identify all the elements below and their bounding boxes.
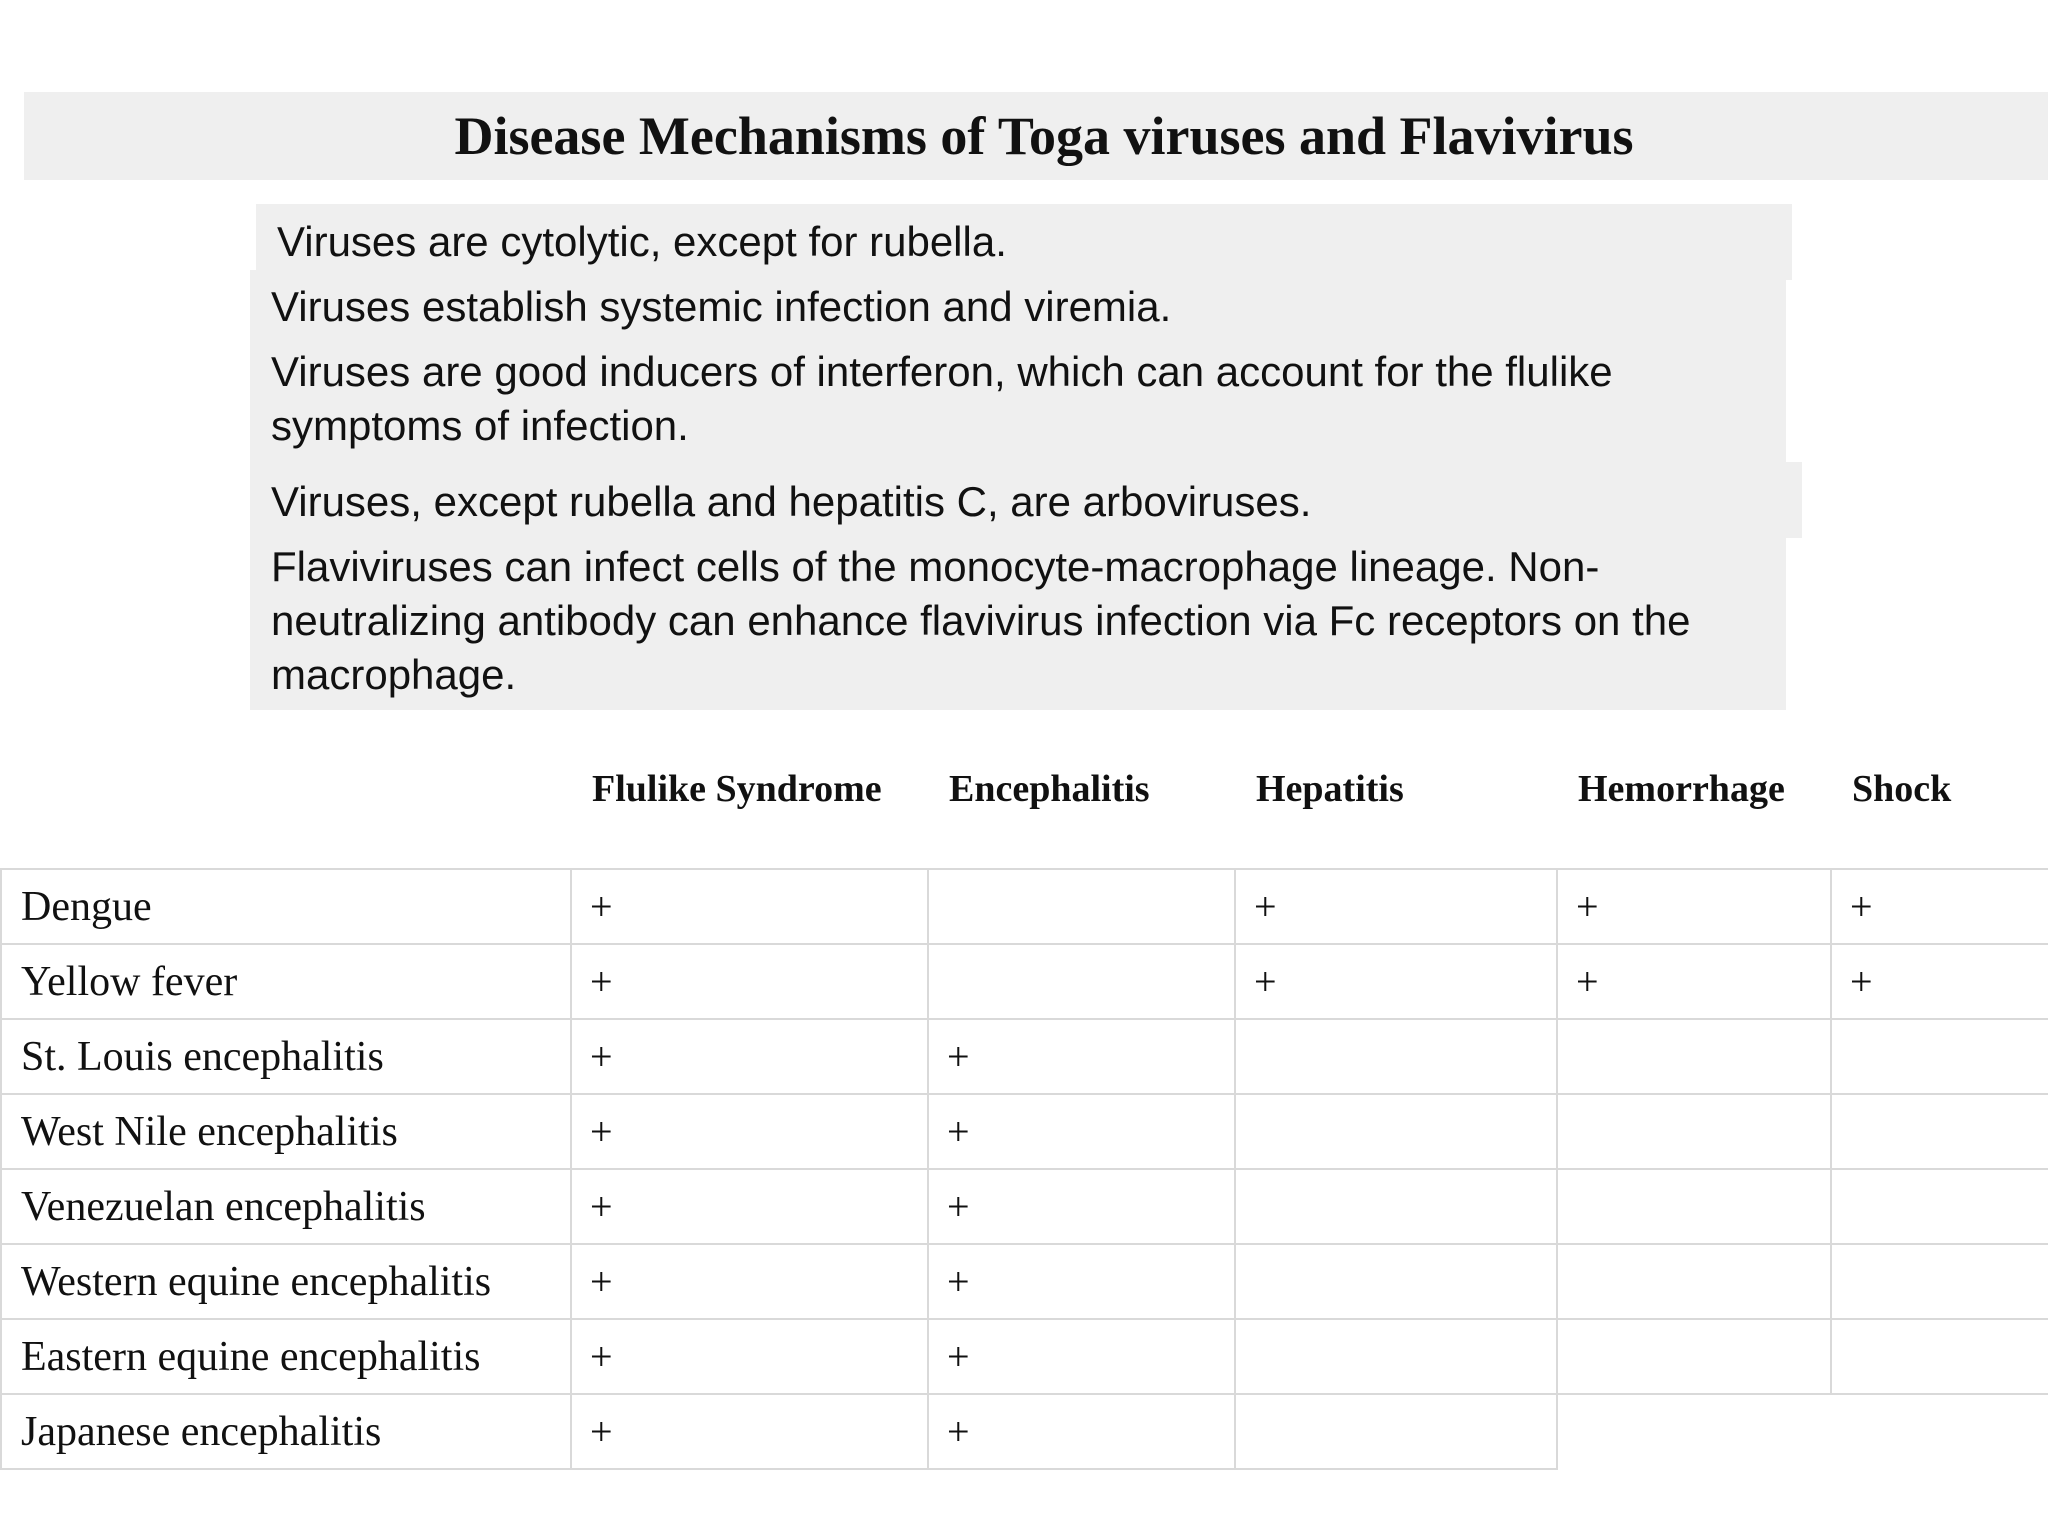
table-mark: +	[947, 1109, 970, 1154]
table-cell	[570, 1243, 929, 1320]
column-header-hemorrhage: Hemorrhage	[1578, 768, 1785, 810]
virus-name: Yellow fever	[21, 959, 238, 1005]
table-cell	[1830, 1318, 2048, 1395]
table-cell	[570, 1093, 929, 1170]
table-cell	[927, 1093, 1236, 1170]
table-mark: +	[590, 959, 613, 1004]
table-cell	[1556, 1093, 1832, 1170]
table-cell	[1830, 1243, 2048, 1320]
virus-name: Dengue	[21, 884, 152, 930]
table-mark: +	[1576, 884, 1599, 929]
table-cell	[927, 1243, 1236, 1320]
table-cell	[570, 1393, 929, 1470]
table-mark: +	[947, 1409, 970, 1454]
table-cell	[1556, 1018, 1832, 1095]
bullet-text: Viruses, except rubella and hepatitis C, are arboviruses.	[271, 478, 1312, 525]
table-cell	[570, 1018, 929, 1095]
table-mark: +	[1850, 959, 1873, 1004]
column-header-shock: Shock	[1852, 768, 1952, 810]
table-cell	[927, 1393, 1236, 1470]
bullet-text: Viruses establish systemic infection and viremia.	[271, 283, 1172, 330]
virus-name: West Nile encephalitis	[21, 1109, 398, 1155]
table-cell	[927, 943, 1236, 1020]
table-mark: +	[590, 1184, 613, 1229]
bullet-text: Flaviviruses can infect cells of the monocyte-macrophage lineage. Non-neutralizing antibody can enhance flavivirus infection via Fc receptors on the macrophage.	[271, 543, 1691, 698]
virus-name: Japanese encephalitis	[21, 1409, 382, 1455]
virus-name: St. Louis encephalitis	[21, 1034, 384, 1080]
table-mark: +	[947, 1334, 970, 1379]
table-cell	[1556, 1243, 1832, 1320]
table-mark: +	[590, 1334, 613, 1379]
table-mark: +	[590, 1409, 613, 1454]
bullet-text: Viruses are cytolytic, except for rubella.	[277, 218, 1007, 265]
table-cell	[570, 943, 929, 1020]
table-cell	[1830, 1168, 2048, 1245]
virus-name: Eastern equine encephalitis	[21, 1334, 481, 1380]
virus-name: Western equine encephalitis	[21, 1259, 492, 1305]
table-cell	[1234, 1243, 1558, 1320]
table-mark: +	[590, 1109, 613, 1154]
table-cell	[927, 868, 1236, 945]
table-cell	[927, 1168, 1236, 1245]
table-cell	[1830, 1093, 2048, 1170]
table-mark: +	[590, 884, 613, 929]
table-mark: +	[590, 1034, 613, 1079]
table-mark: +	[1254, 884, 1277, 929]
table-cell	[927, 1318, 1236, 1395]
page-title: Disease Mechanisms of Toga viruses and Flavivirus	[454, 106, 1634, 166]
table-cell	[927, 1018, 1236, 1095]
table-mark: +	[947, 1184, 970, 1229]
table-mark: +	[947, 1034, 970, 1079]
virus-name: Venezuelan encephalitis	[21, 1184, 426, 1230]
table-cell	[1234, 868, 1558, 945]
table-cell	[1234, 1393, 1558, 1470]
table-cell	[1556, 1168, 1832, 1245]
table-cell	[1234, 1018, 1558, 1095]
table-cell	[570, 1168, 929, 1245]
table-cell	[1234, 1168, 1558, 1245]
table-mark: +	[1850, 884, 1873, 929]
table-cell	[1830, 1018, 2048, 1095]
table-cell	[1234, 1318, 1558, 1395]
table-mark: +	[1254, 959, 1277, 1004]
table-mark: +	[1576, 959, 1599, 1004]
column-header-flulike-syndrome: Flulike Syndrome	[592, 768, 882, 810]
table-mark: +	[590, 1259, 613, 1304]
table-cell	[1234, 1093, 1558, 1170]
bullet-text: Viruses are good inducers of interferon, which can account for the flulike symptoms of infection.	[271, 348, 1613, 449]
column-header-encephalitis: Encephalitis	[949, 768, 1150, 810]
table-mark: +	[947, 1259, 970, 1304]
table-cell	[570, 868, 929, 945]
table-cell	[1234, 943, 1558, 1020]
table-cell	[570, 1318, 929, 1395]
table-cell	[1556, 1318, 1832, 1395]
column-header-hepatitis: Hepatitis	[1256, 768, 1404, 810]
